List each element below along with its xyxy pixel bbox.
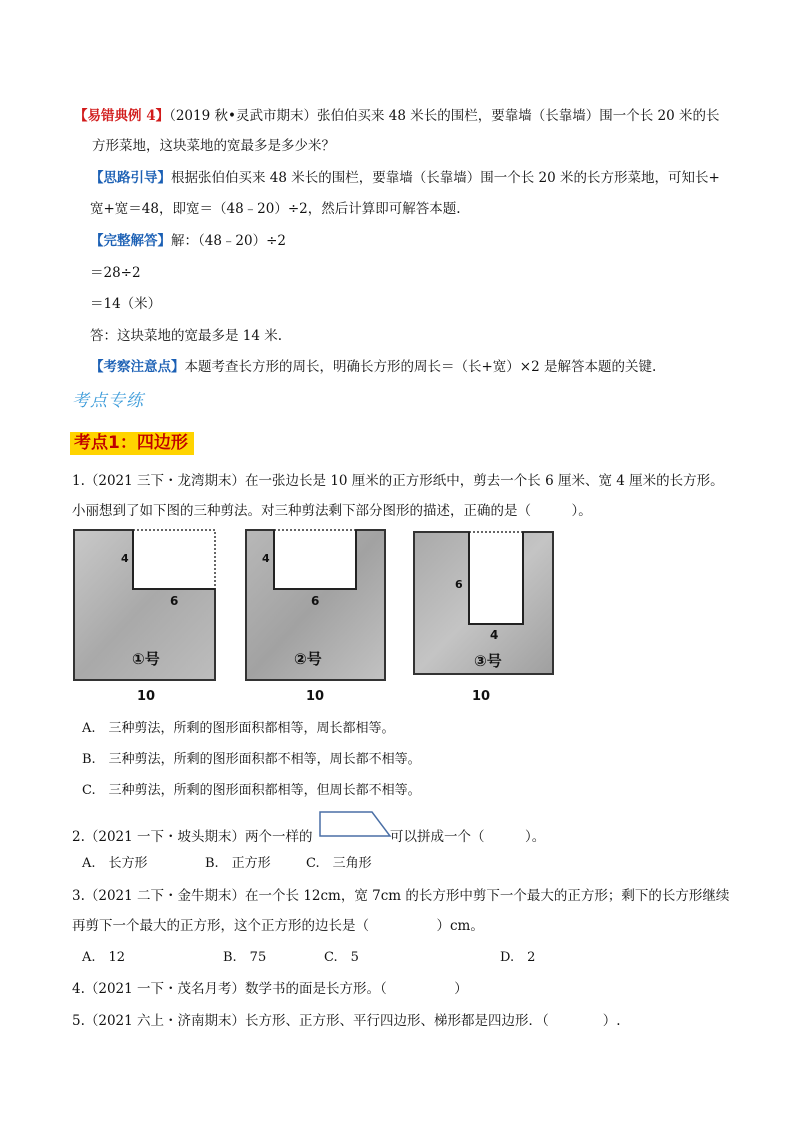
example-tag-close: 】 [155, 108, 170, 124]
note-text: 本题考查长方形的周长，明确长方形的周长＝（长+宽）×2 是解答本题的关键. [184, 359, 657, 375]
q2-prefix: 2.（2021 一下・坡头期末）两个一样的 [72, 829, 313, 845]
sub-heading: 考点专练 [72, 391, 144, 411]
section-title-num: 1 [108, 433, 120, 453]
figure-2-name: ②号 [294, 650, 322, 668]
figure-2-cut [274, 530, 356, 589]
q2-option-b[interactable]: B. 正方形 [205, 856, 271, 871]
figure-3-side-label: 6 [455, 578, 463, 591]
answer-line-2: ＝28÷2 [90, 265, 141, 281]
guide-text-1: 根据张伯伯买来 48 米长的围栏，要靠墙（长靠墙）围一个长 20 米的长方形菜地，可知长+ [171, 170, 720, 186]
example-line-2: 方形菜地，这块菜地的宽最多是多少米？ [92, 138, 335, 154]
q3-option-c[interactable]: C. 5 [324, 950, 359, 965]
q1-option-b[interactable]: B. 三种剪法，所剩的图形面积都不相等，周长都不相等。 [82, 752, 421, 767]
q3-line-1: 3.（2021 二下・金牛期末）在一个长 12cm，宽 7cm 的长方形中剪下一个最大的正方形；剩下的长方形继续 [72, 888, 730, 904]
example-tag: 易错典例 4 [87, 108, 156, 124]
example-text-1: （2019 秋•灵武市期末）张伯伯买来 48 米长的围栏，要靠墙（长靠墙）围一个长 20 米的长 [169, 108, 720, 124]
figure-3-cut [469, 532, 523, 624]
section-title-rest: ：四边形 [119, 433, 188, 453]
q1-option-a[interactable]: A. 三种剪法，所剩的图形面积都相等，周长都相等。 [82, 721, 395, 736]
q3-option-d[interactable]: D. 2 [500, 950, 536, 965]
answer-line-3: ＝14（米） [90, 296, 162, 312]
trapezoid-shape [318, 809, 392, 839]
guide-label: 【思路引导】 [90, 170, 171, 186]
figure-3 [410, 528, 560, 708]
section-heading [70, 428, 194, 453]
figure-3-base-label: 10 [472, 689, 491, 704]
q2-option-c[interactable]: C. 三角形 [306, 856, 372, 871]
figure-2-inner-label: 6 [311, 594, 320, 608]
note-label: 【考察注意点】 [90, 359, 185, 375]
figure-3-name: ③号 [474, 652, 502, 670]
note-line [90, 355, 656, 375]
answer-text-1: 解：（48﹣20）÷2 [171, 233, 287, 249]
q1-line-1: 1.（2021 三下・龙湾期末）在一张边长是 10 厘米的正方形纸中，剪去一个长 6 厘米、宽 4 厘米的长方形。 [72, 473, 724, 489]
figure-2-side-label: 4 [262, 552, 270, 565]
q1-line-2: 小丽想到了如下图的三种剪法。对三种剪法剩下部分图形的描述，正确的是（ ）。 [72, 503, 592, 519]
answer-line-4: 答：这块菜地的宽最多是 14 米. [90, 328, 283, 344]
section-title [70, 432, 194, 455]
figure-1-cut [133, 530, 215, 589]
q3-option-a[interactable]: A. 12 [82, 950, 126, 965]
figure-2 [244, 528, 394, 708]
figure-1-name: ①号 [132, 650, 160, 668]
figure-1-inner-label: 6 [170, 594, 179, 608]
example-tag-open: 【 [74, 108, 88, 124]
figure-1 [72, 528, 222, 708]
section-title-prefix: 考点 [74, 433, 108, 453]
answer-label: 【完整解答】 [90, 233, 171, 249]
example-line-1 [74, 104, 719, 124]
figure-1-side-label: 4 [121, 552, 129, 565]
figure-1-base-label: 10 [137, 689, 156, 704]
q1-option-c[interactable]: C. 三种剪法，所剩的图形面积都相等，但周长都不相等。 [82, 783, 421, 798]
q2-suffix: 可以拼成一个（ ）。 [390, 829, 546, 845]
q3-option-b[interactable]: B. 75 [223, 950, 267, 965]
q3-line-2: 再剪下一个最大的正方形，这个正方形的边长是（ ）cm。 [72, 918, 484, 934]
q5-text: 5.（2021 六上・济南期末）长方形、正方形、平行四边形、梯形都是四边形．（ ）. [72, 1013, 621, 1029]
q2-option-a[interactable]: A. 长方形 [82, 856, 148, 871]
q4-text: 4.（2021 一下・茂名月考）数学书的面是长方形。（ ） [72, 981, 468, 997]
guide-line-2: 宽+宽＝48，即宽＝（48﹣20）÷2，然后计算即可解答本题. [90, 201, 461, 217]
answer-line-1 [90, 229, 286, 249]
figure-3-inner-label: 4 [490, 628, 499, 642]
guide-line-1 [90, 166, 720, 186]
figure-2-base-label: 10 [306, 689, 325, 704]
